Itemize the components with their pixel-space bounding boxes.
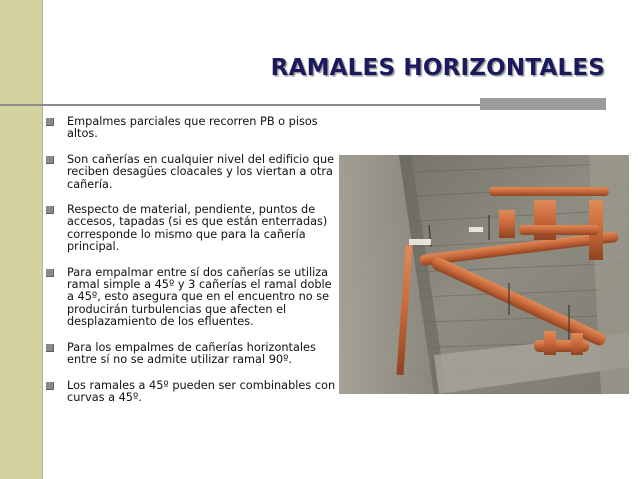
bullet-square-icon: [46, 118, 54, 126]
bullet-item: [46, 116, 341, 141]
bullet-list: [46, 116, 341, 417]
left-band-edge: [42, 0, 43, 479]
bullet-text: Respecto de material, pendiente, puntos de accesos, tapadas (si es que están enterradas) corresponde lo mismo que para la cañería principal.: [67, 203, 328, 254]
bullet-text: Para los empalmes de cañerías horizontales entre sí no se admite utilizar ramal 90º.: [67, 340, 316, 367]
bullet-item: [46, 204, 341, 254]
bullet-square-icon: [46, 269, 54, 277]
slide-title: RAMALES HORIZONTALES: [270, 55, 605, 81]
bullet-item: [46, 342, 341, 367]
pipe-installation-photo: [339, 155, 629, 394]
bullet-text: Para empalmar entre sí dos cañerías se utiliza ramal simple a 45º y 3 cañerías el ramal doble a 45º, esto asegura que en el encuentro no se producirán turbulencias que afecten el desplazamiento de los efluentes.: [67, 265, 332, 329]
bullet-item: [46, 154, 341, 191]
bullet-text: Los ramales a 45º pueden ser combinables con curvas a 45º.: [67, 378, 336, 404]
bullet-text: Empalmes parciales que recorren PB o pisos altos.: [67, 115, 318, 141]
pipe-photo-illustration: [339, 155, 629, 394]
bullet-item: [46, 267, 341, 329]
bullet-square-icon: [46, 344, 54, 352]
bullet-item: [46, 380, 341, 405]
divider-accent-block: [480, 98, 606, 110]
bullet-text: Son cañerías en cualquier nivel del edificio que reciben desagües cloacales y los viertan a otra cañería.: [67, 152, 335, 191]
decorative-left-band: [0, 0, 42, 479]
bullet-square-icon: [46, 382, 54, 390]
bullet-square-icon: [46, 206, 54, 214]
bullet-square-icon: [46, 156, 54, 164]
